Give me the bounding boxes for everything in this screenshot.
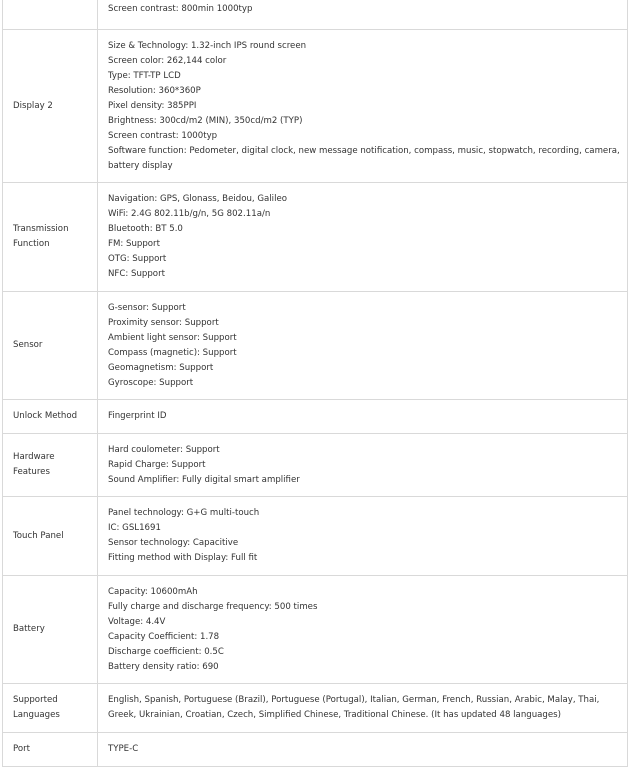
table-row bbox=[3, 292, 628, 400]
table-row bbox=[3, 684, 628, 733]
row-label: Port bbox=[3, 733, 98, 767]
value-line: Capacity: 10600mAh bbox=[108, 586, 198, 597]
table-row bbox=[3, 434, 628, 497]
row-value bbox=[98, 400, 628, 434]
value-line: Resolution: 360*360P bbox=[108, 85, 201, 96]
row-label: Display 2 bbox=[3, 30, 98, 183]
value-line: OTG: Support bbox=[108, 254, 167, 264]
value-line: Discharge coefficient: 0.5C bbox=[108, 646, 224, 657]
value-line: Compass (magnetic): Support bbox=[108, 347, 237, 358]
value-line: Voltage: 4.4V bbox=[108, 616, 166, 627]
row-value bbox=[98, 684, 628, 733]
value-line: Screen color: 262,144 color bbox=[108, 55, 227, 66]
value-line: Type: TFT-TP LCD bbox=[108, 70, 181, 81]
table-row bbox=[3, 497, 628, 576]
table-row bbox=[3, 30, 628, 183]
table-row bbox=[3, 733, 628, 767]
row-value bbox=[98, 576, 628, 684]
value-line: Brightness: 300cd/m2 (MIN), 350cd/m2 (TYP) bbox=[108, 115, 303, 126]
value-line: Gyroscope: Support bbox=[108, 377, 194, 388]
value-line: NFC: Support bbox=[108, 269, 165, 279]
row-value bbox=[98, 183, 628, 292]
value-line: Fingerprint ID bbox=[108, 411, 167, 421]
value-line: Software function: Pedometer, digital clock, new message notification, compass, music, stopwatch, recording, camera, battery display bbox=[108, 145, 620, 171]
row-label: Unlock Method bbox=[3, 400, 98, 434]
value-line: WiFi: 2.4G 802.11b/g/n, 5G 802.11a/n bbox=[108, 209, 271, 219]
value-line: FM: Support bbox=[108, 239, 160, 249]
row-label: Supported Languages bbox=[3, 684, 98, 733]
table-row bbox=[3, 576, 628, 684]
value-line: Panel technology: G+G multi-touch bbox=[108, 508, 260, 518]
value-line: Bluetooth: BT 5.0 bbox=[108, 224, 183, 234]
row-value bbox=[98, 30, 628, 183]
value-line: Geomagnetism: Support bbox=[108, 362, 214, 373]
spec-table bbox=[2, 0, 628, 767]
row-label: Transmission Function bbox=[3, 183, 98, 292]
value-line: TYPE-C bbox=[108, 744, 139, 754]
row-value bbox=[98, 497, 628, 576]
value-line: Fully charge and discharge frequency: 500 times bbox=[108, 601, 318, 612]
value-line: Size & Technology: 1.32-inch IPS round screen bbox=[108, 40, 307, 51]
value-line: Navigation: GPS, Glonass, Beidou, Galileo bbox=[108, 194, 288, 204]
value-line: Hard coulometer: Support bbox=[108, 444, 220, 455]
value-line: Battery density ratio: 690 bbox=[108, 661, 219, 672]
row-value bbox=[98, 0, 628, 30]
row-label: Sensor bbox=[3, 292, 98, 400]
table-row bbox=[3, 0, 628, 30]
value-line: Screen contrast: 800min 1000typ bbox=[108, 4, 253, 14]
table-row bbox=[3, 400, 628, 434]
row-label: Hardware Features bbox=[3, 434, 98, 497]
value-line: Sound Amplifier: Fully digital smart amplifier bbox=[108, 474, 300, 485]
value-line: Fitting method with Display: Full fit bbox=[108, 553, 258, 563]
row-value bbox=[98, 292, 628, 400]
value-line: Ambient light sensor: Support bbox=[108, 332, 237, 343]
row-value bbox=[98, 434, 628, 497]
row-label bbox=[3, 0, 98, 30]
table-row bbox=[3, 183, 628, 292]
value-line: Proximity sensor: Support bbox=[108, 317, 219, 328]
value-line: Screen contrast: 1000typ bbox=[108, 130, 218, 141]
value-line: G-sensor: Support bbox=[108, 302, 186, 313]
value-line: Rapid Charge: Support bbox=[108, 459, 206, 470]
value-line: IC: GSL1691 bbox=[108, 523, 161, 533]
value-line: Capacity Coefficient: 1.78 bbox=[108, 631, 220, 642]
row-label: Battery bbox=[3, 576, 98, 684]
row-value bbox=[98, 733, 628, 767]
value-line: English, Spanish, Portuguese (Brazil), Portuguese (Portugal), Italian, German, French, Russian, Arabic, Malay, Thai, Greek, Ukrainian, Croatian, Czech, Simplified Chinese, Traditional Chinese. (It has updated 48 languages) bbox=[108, 695, 600, 720]
value-line: Pixel density: 385PPI bbox=[108, 100, 197, 111]
value-line: Sensor technology: Capacitive bbox=[108, 538, 239, 548]
row-label: Touch Panel bbox=[3, 497, 98, 576]
